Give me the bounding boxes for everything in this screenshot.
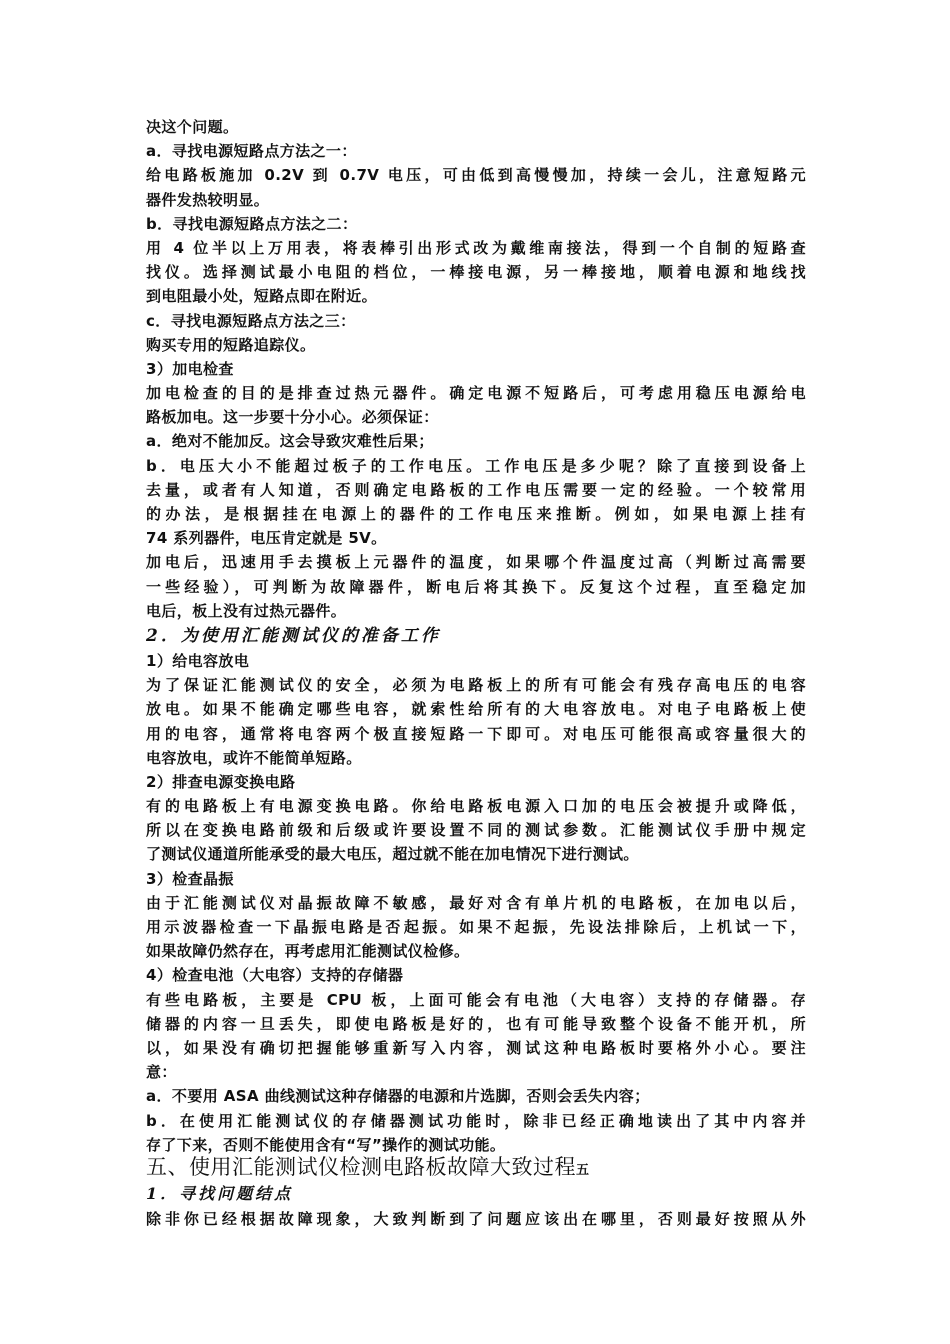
text-line: b．寻找电源短路点方法之二： [146,214,358,233]
text-line: 购买专用的短路追踪仪。 [146,335,316,354]
text-line: a．不要用 ASA 曲线测试这种存储器的电源和片选脚，否则会丢失内容； [146,1087,650,1106]
heading: 2．为使用汇能测试仪的准备工作 [146,625,441,646]
text-line: 2）排查电源变换电路 [146,772,296,791]
text-line: 到电阻最小处，短路点即在附近。 [146,287,378,306]
text-line: 有的电路板上有电源变换电路。你给电路板电源入口加的电压会被提升或降低， [146,797,806,816]
text-line: 放电。如果不能确定哪些电容，就索性给所有的大电容放电。对电子电路板上使 [146,700,806,719]
section-heading-tail: 五 [576,1162,590,1178]
section-body [146,1181,806,1231]
text-line: 1）给电容放电 [146,651,250,670]
text-line: 有些电路板，主要是 CPU 板，上面可能会有电池（大电容）支持的存储器。存 [146,990,806,1009]
text-line: 存了下来，否则不能使用含有“写”操作的测试功能。 [146,1135,506,1154]
text-line: 3）加电检查 [146,359,234,378]
heading: 1．寻找问题结点 [146,1183,294,1203]
text-line: 去量，或者有人知道，否则确定电路板的工作电压需要一定的经验。一个较常用 [146,480,806,499]
text-line: 储器的内容一旦丢失，即使电路板是好的，也有可能导致整个设备不能开机，所 [146,1014,806,1033]
text-line: 电容放电，或许不能简单短路。 [146,748,362,767]
text-line: 所以在变换电路前级和后级或许要设置不同的测试参数。汇能测试仪手册中规定 [146,821,806,840]
text-line: 的办法，是根据挂在电源上的器件的工作电压来推断。例如，如果电源上挂有 [146,505,806,523]
body-text [146,115,806,1157]
text-line: 电后，板上没有过热元器件。 [146,601,347,620]
section-heading [146,1153,806,1181]
text-line: 找仪。选择测试最小电阻的档位，一棒接电源，另一棒接地，顺着电源和地线找 [146,263,806,282]
text-line: a．绝对不能加反。这会导致灾难性后果； [146,432,434,451]
text-line: a．寻找电源短路点方法之一： [146,142,357,161]
text-line: 意： [146,1063,177,1082]
text-line: 除非你已经根据故障现象，大致判断到了问题应该出在哪里，否则最好按照从外 [146,1209,806,1228]
text-line: 决这个问题。 [146,118,239,136]
text-line: 加电后，迅速用手去摸板上元器件的温度，如果哪个件温度过高（判断过高需要 [146,553,806,572]
text-line: 4）检查电池（大电容）支持的存储器 [146,966,404,985]
text-line: b．在使用汇能测试仪的存储器测试功能时，除非已经正确地读出了其中内容并 [146,1111,806,1130]
text-line: 加电检查的目的是排查过热元器件。确定电源不短路后，可考虑用稳压电源给电 [146,384,806,403]
text-line: 由于汇能测试仪对晶振故障不敏感，最好对含有单片机的电路板，在加电以后， [146,893,806,912]
text-line: 给电路板施加 0.2V 到 0.7V 电压，可由低到高慢慢加，持续一会儿，注意短路元 [146,166,806,185]
text-line: 以，如果没有确切把握能够重新写入内容，测试这种电路板时要格外小心。要注 [146,1038,806,1057]
document-page [146,115,806,1231]
text-line: 用 4 位半以上万用表，将表棒引出形式改为戴维南接法，得到一个自制的短路查 [146,238,806,257]
text-line: 为了保证汇能测试仪的安全，必须为电路板上的所有可能会有残存高电压的电容 [146,676,806,695]
text-line: 器件发热较明显。 [146,190,270,209]
text-line: 一些经验），可判断为故障器件，断电后将其换下。反复这个过程，直至稳定加 [146,577,806,596]
text-line: 路板加电。这一步要十分小心。必须保证： [146,408,439,427]
text-line: b．电压大小不能超过板子的工作电压。工作电压是多少呢？除了直接到设备上 [146,456,806,475]
text-line: 用示波器检查一下晶振电路是否起振。如果不起振，先设法排除后，上机试一下， [146,918,806,936]
text-line: 用的电容，通常将电容两个极直接短路一下即可。对电压可能很高或容量很大的 [146,724,806,743]
text-line: 74 系列器件，电压肯定就是 5V。 [146,529,387,548]
section-heading-title: 五、使用汇能测试仪检测电路板故障大致过程 [146,1154,576,1179]
text-line: c．寻找电源短路点方法之三： [146,311,356,330]
text-line: 了测试仪通道所能承受的最大电压，超过就不能在加电情况下进行测试。 [146,845,639,864]
text-line: 3）检查晶振 [146,869,234,888]
text-line: 如果故障仍然存在，再考虑用汇能测试仪检修。 [146,942,470,961]
